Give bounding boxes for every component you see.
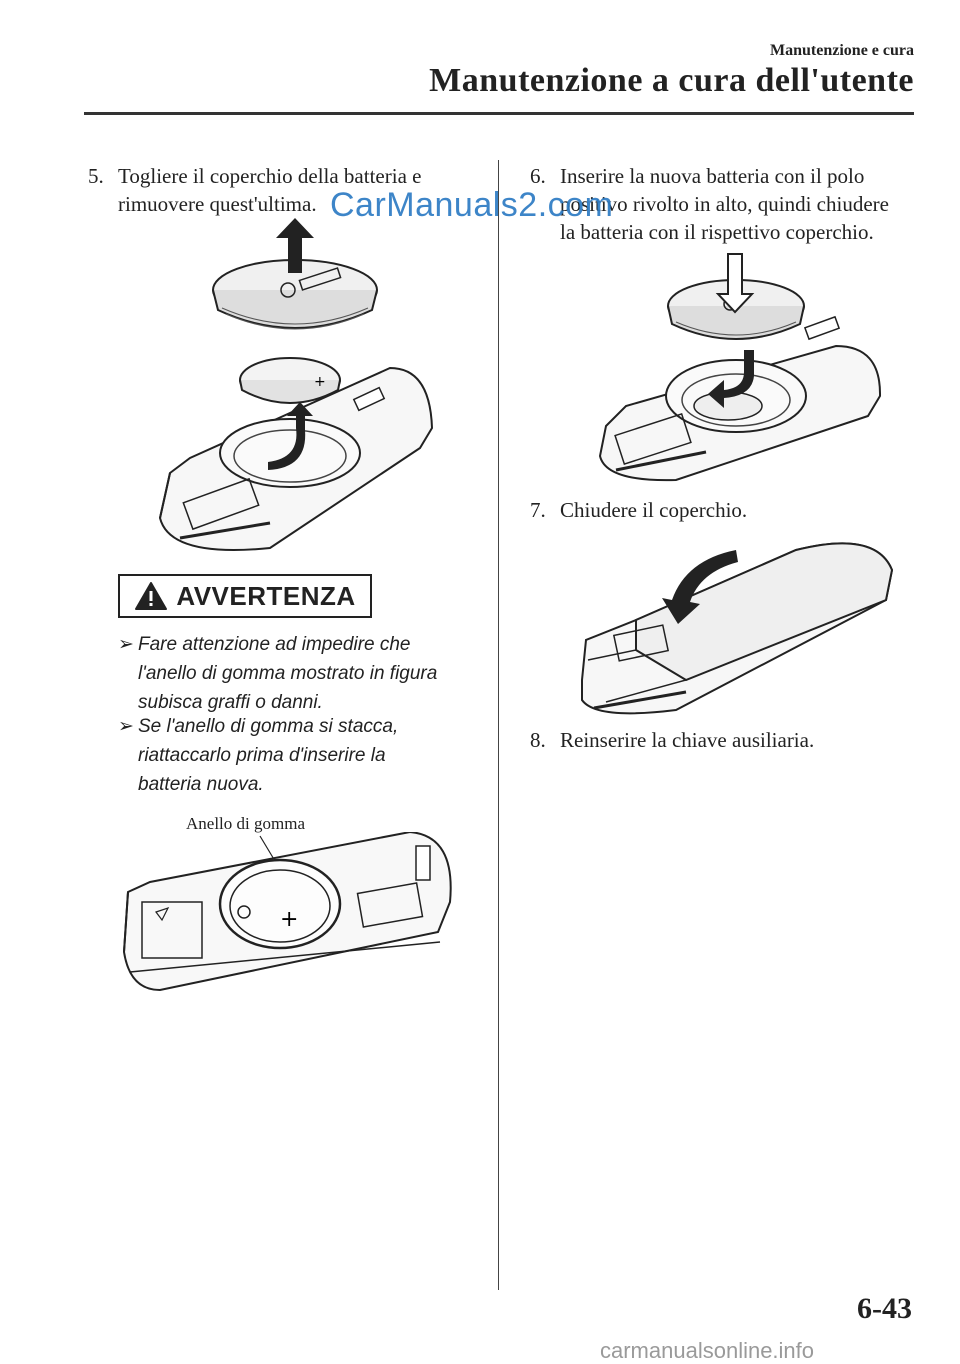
svg-text:+: + [314,374,326,390]
bullet-arrow-icon: ➢ [118,716,134,737]
section-label: Manutenzione e cura [770,42,914,59]
close-cover-illustration [576,530,896,720]
step-text: Togliere il coperchio della batteria e rimuovere quest'ultima. [118,164,422,216]
step-number: 6. [530,164,546,188]
warning-title: AVVERTENZA [176,580,356,611]
footer-watermark: carmanualsonline.info [600,1338,815,1363]
step-text: Reinserire la chiave ausiliaria. [560,728,815,752]
step-text: Inserire la nuova batteria con il polo positivo rivolto in alto, quindi chiudere la batteria con il rispettivo coperchio. [560,164,889,244]
step-number: 8. [530,728,546,752]
rubber-ring-callout: Anello di gomma [186,814,305,833]
warning-header [118,574,372,618]
column-divider [498,160,499,1290]
warning-triangle-icon [134,581,168,611]
battery-removal-illustration [150,218,440,558]
step-text: Chiudere il coperchio. [560,498,748,522]
bullet-arrow-icon: ➢ [118,634,134,655]
rubber-ring-illustration [120,832,460,992]
header-rule [84,112,914,115]
svg-text:+: + [280,907,299,932]
step-7 [530,496,930,526]
battery-insertion-illustration [596,246,886,482]
step-8 [530,726,930,756]
step-number: 5. [88,164,104,188]
step-number: 7. [530,498,546,522]
warning-bullet: ➢ Fare attenzione ad impedire che l'anello di gomma mostrato in figura subisca graffi o danni. [118,630,468,720]
page-number: 6-43 [857,1292,912,1325]
page-title: Manutenzione a cura dell'utente [429,62,914,99]
warning-bullet: ➢ Se l'anello di gomma si stacca, riattaccarlo prima d'inserire la batteria nuova. [118,712,468,802]
watermark: CarManuals2.com [330,186,614,224]
